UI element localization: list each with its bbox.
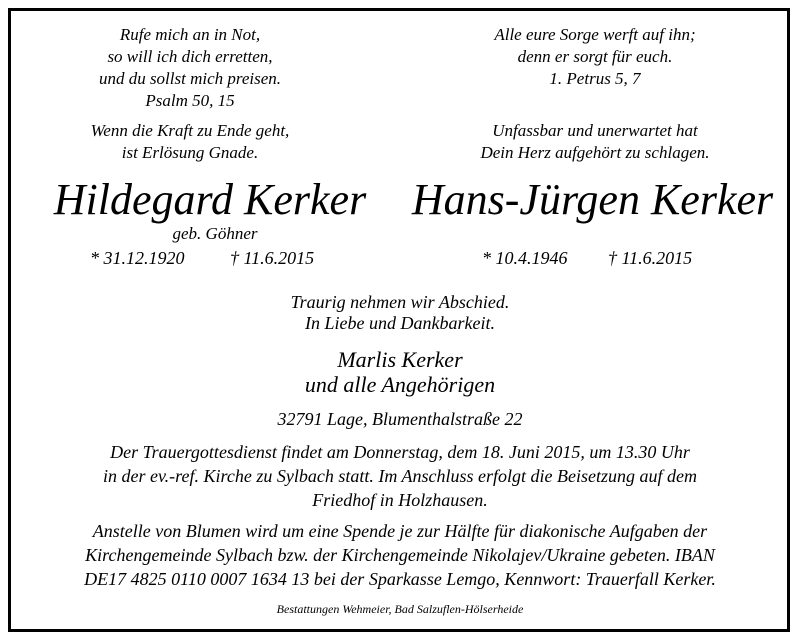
deceased-name-1: Hildegard Kerker (53, 175, 367, 224)
donation-line-1: Anstelle von Blumen wird um eine Spende je zur Hälfte für diakonische Aufgaben der (92, 521, 708, 541)
left-verse-line-1: Rufe mich an in Not, (119, 25, 261, 44)
funeral-home-credit: Bestattungen Wehmeier, Bad Salzuflen-Hölserheide (276, 602, 524, 616)
birth-date-2: * 10.4.1946 (482, 248, 568, 268)
left-quote-line-1: Wenn die Kraft zu Ende geht, (90, 121, 290, 140)
right-verse-reference: 1. Petrus 5, 7 (549, 69, 641, 88)
deceased-name-2: Hans-Jürgen Kerker (411, 175, 774, 224)
right-quote-line-2: Dein Herz aufgehört zu schlagen. (480, 143, 710, 162)
service-line-1: Der Trauergottesdienst findet am Donnerstag, dem 18. Juni 2015, um 13.30 Uhr (110, 442, 690, 462)
mourner-name: Marlis Kerker (337, 347, 463, 372)
left-verse-line-2: so will ich dich erretten, (107, 47, 273, 66)
service-line-2: in der ev.-ref. Kirche zu Sylbach statt. Im Anschluss erfolgt die Beisetzung auf dem (103, 466, 697, 486)
service-line-3: Friedhof in Holzhausen. (312, 490, 488, 510)
left-verse-reference: Psalm 50, 15 (145, 91, 235, 110)
death-date-2: † 11.6.2015 (608, 248, 693, 268)
donation-line-3: DE17 4825 0110 0007 1634 13 bei der Sparkasse Lemgo, Kennwort: Trauerfall Kerker. (84, 569, 716, 589)
mourner-relatives: und alle Angehörigen (304, 372, 496, 397)
right-quote-line-1: Unfassbar und unerwartet hat (492, 121, 698, 140)
death-date-1: † 11.6.2015 (230, 248, 315, 268)
address: 32791 Lage, Blumenthalstraße 22 (277, 409, 523, 429)
birth-date-1: * 31.12.1920 (90, 248, 185, 268)
left-verse-line-3: und du sollst mich preisen. (98, 69, 282, 88)
farewell-line-2: In Liebe und Dankbarkeit. (305, 313, 495, 333)
left-quote-line-2: ist Erlösung Gnade. (121, 143, 259, 162)
right-verse-line-1: Alle eure Sorge werft auf ihn; (494, 25, 696, 44)
donation-line-2: Kirchengemeinde Sylbach bzw. der Kirchengemeinde Nikolajev/Ukraine gebeten. IBAN (85, 545, 715, 565)
farewell-line-1: Traurig nehmen wir Abschied. (290, 292, 510, 312)
maiden-name: geb. Göhner (172, 224, 258, 243)
right-verse-line-2: denn er sorgt für euch. (517, 47, 673, 66)
